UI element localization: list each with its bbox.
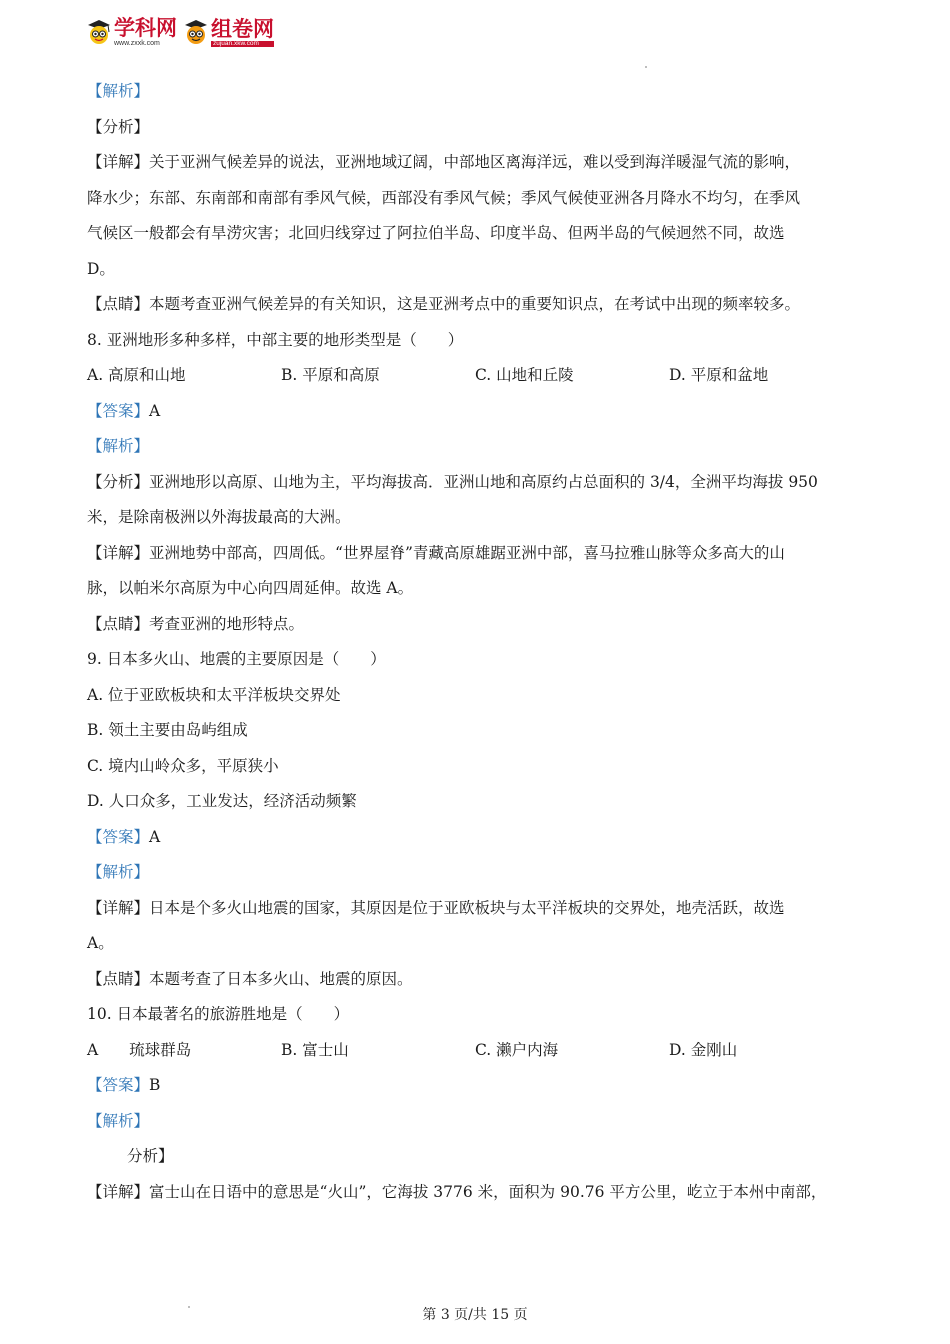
text-line — [87, 749, 872, 785]
section-line — [87, 962, 872, 998]
section-line — [87, 110, 872, 146]
text-line — [87, 713, 872, 749]
line-text: A. 位于亚欧板块和太平洋板块交界处 — [87, 685, 341, 704]
line-text: 本题考查了日本多火山、地震的原因。 — [149, 969, 413, 988]
page-number: 第 3 页/共 15 页 — [422, 1307, 528, 1323]
section-line — [87, 891, 872, 927]
text-line — [87, 926, 872, 962]
mascot-icon — [86, 17, 112, 47]
text-line — [87, 181, 872, 217]
section-tag: 【详解】 — [87, 153, 150, 171]
answer-option: C. 濑户内海 — [475, 1040, 559, 1059]
zjw-logo[interactable] — [183, 17, 274, 47]
line-text: 10. 日本最著名的旅游胜地是（ ） — [87, 1005, 350, 1023]
answer-options — [87, 1033, 872, 1069]
text-line — [87, 252, 872, 288]
line-text: A。 — [87, 934, 114, 952]
document-body — [87, 74, 872, 1210]
section-line — [87, 145, 872, 181]
section-tag: 【答案】 — [87, 1076, 150, 1094]
section-line — [87, 429, 872, 465]
line-text: 气候区一般都会有旱涝灾害；北回归线穿过了阿拉伯半岛、印度半岛、但两半岛的气候迥然不同，故选 — [87, 224, 785, 242]
text-line — [87, 678, 872, 714]
text-line — [87, 571, 872, 607]
section-tag: 【解析】 — [87, 437, 150, 455]
xkw-logo[interactable] — [86, 17, 177, 47]
section-tag: 【答案】 — [87, 401, 150, 420]
text-line — [87, 1139, 872, 1175]
section-tag: 【分析】 — [87, 117, 150, 136]
section-line — [87, 820, 872, 856]
line-text: A — [149, 827, 161, 846]
section-tag: 【详解】 — [87, 543, 150, 562]
zjw-logo-url: zujuan.xkw.com — [211, 41, 274, 48]
page-header — [86, 12, 326, 52]
answer-option: A 琉球群岛 — [87, 1040, 192, 1059]
line-text: 关于亚洲气候差异的说法，亚洲地域辽阔，中部地区离海洋远，难以受到海洋暖湿气流的影响， — [149, 153, 801, 171]
section-line — [87, 1175, 872, 1211]
section-line — [87, 74, 872, 110]
text-line — [87, 997, 872, 1033]
line-text: 日本是个多火山地震的国家，其原因是位于亚欧板块与太平洋板块的交界处，地壳活跃，故选 — [149, 898, 785, 917]
answer-option: B. 平原和高原 — [281, 366, 380, 384]
line-text: 8. 亚洲地形多种多样，中部主要的地形类型是（ ） — [87, 330, 464, 349]
answer-option: A. 高原和山地 — [87, 366, 186, 384]
section-tag: 【详解】 — [87, 1182, 150, 1201]
section-tag: 【点睛】 — [87, 614, 150, 633]
line-text: 亚洲地形以高原、山地为主，平均海拔高．亚洲山地和高原约占总面积的 3/4，全洲平均海拔 950 — [149, 472, 818, 491]
mascot-icon — [183, 17, 209, 47]
text-line — [87, 216, 872, 252]
section-line — [87, 394, 872, 430]
text-line — [87, 500, 872, 536]
answer-options — [87, 358, 872, 394]
section-tag: 【解析】 — [87, 1111, 150, 1130]
section-line — [87, 607, 872, 643]
line-text: D. 人口众多，工业发达，经济活动频繁 — [87, 792, 357, 810]
answer-option: D. 平原和盆地 — [669, 366, 769, 384]
answer-option: C. 山地和丘陵 — [475, 366, 574, 384]
line-text: 富士山在日语中的意思是“火山”，它海拔 3776 米，面积为 90.76 平方公里，屹立于本州中南部， — [149, 1182, 827, 1201]
scan-dot — [645, 66, 647, 68]
section-tag: 【分析】 — [87, 472, 150, 491]
line-text: B. 领土主要由岛屿组成 — [87, 721, 248, 739]
section-line — [87, 536, 872, 572]
section-tag: 【解析】 — [87, 863, 150, 881]
line-text: 9. 日本多火山、地震的主要原因是（ ） — [87, 650, 386, 668]
text-line — [87, 642, 872, 678]
line-text: 本题考查亚洲气候差异的有关知识，这是亚洲考点中的重要知识点，在考试中出现的频率较多。 — [149, 295, 801, 313]
line-text: A — [149, 401, 161, 420]
line-text: 米，是除南极洲以外海拔最高的大洲。 — [87, 508, 351, 526]
line-text: 分析】 — [127, 1147, 174, 1165]
xkw-logo-name: 学科网 — [114, 16, 177, 40]
line-text: 降水少；东部、东南部和南部有季风气候，西部没有季风气候；季风气候使亚洲各月降水不均匀，在季风 — [87, 188, 801, 207]
section-line — [87, 465, 872, 501]
section-line — [87, 1068, 872, 1104]
section-tag: 【点睛】 — [87, 969, 150, 988]
line-text: B — [149, 1076, 161, 1094]
section-tag: 【答案】 — [87, 827, 150, 846]
text-line — [87, 784, 872, 820]
answer-option: D. 金刚山 — [669, 1040, 738, 1059]
line-text: 考查亚洲的地形特点。 — [149, 614, 305, 633]
section-tag: 【点睛】 — [87, 295, 150, 313]
section-tag: 【解析】 — [87, 82, 150, 100]
section-tag: 【详解】 — [87, 898, 150, 917]
text-line — [87, 323, 872, 359]
answer-option: B. 富士山 — [281, 1040, 349, 1059]
zjw-logo-name: 组卷网 — [211, 16, 274, 41]
section-line — [87, 855, 872, 891]
xkw-logo-url: www.zxxk.com — [114, 40, 160, 47]
line-text: C. 境内山岭众多，平原狭小 — [87, 756, 279, 775]
line-text: 亚洲地势中部高，四周低。“世界屋脊”青藏高原雄踞亚洲中部，喜马拉雅山脉等众多高大的山 — [149, 543, 785, 562]
section-line — [87, 287, 872, 323]
section-line — [87, 1104, 872, 1140]
line-text: 脉，以帕米尔高原为中心向四周延伸。故选 A。 — [87, 579, 414, 597]
line-text: D。 — [87, 259, 115, 278]
